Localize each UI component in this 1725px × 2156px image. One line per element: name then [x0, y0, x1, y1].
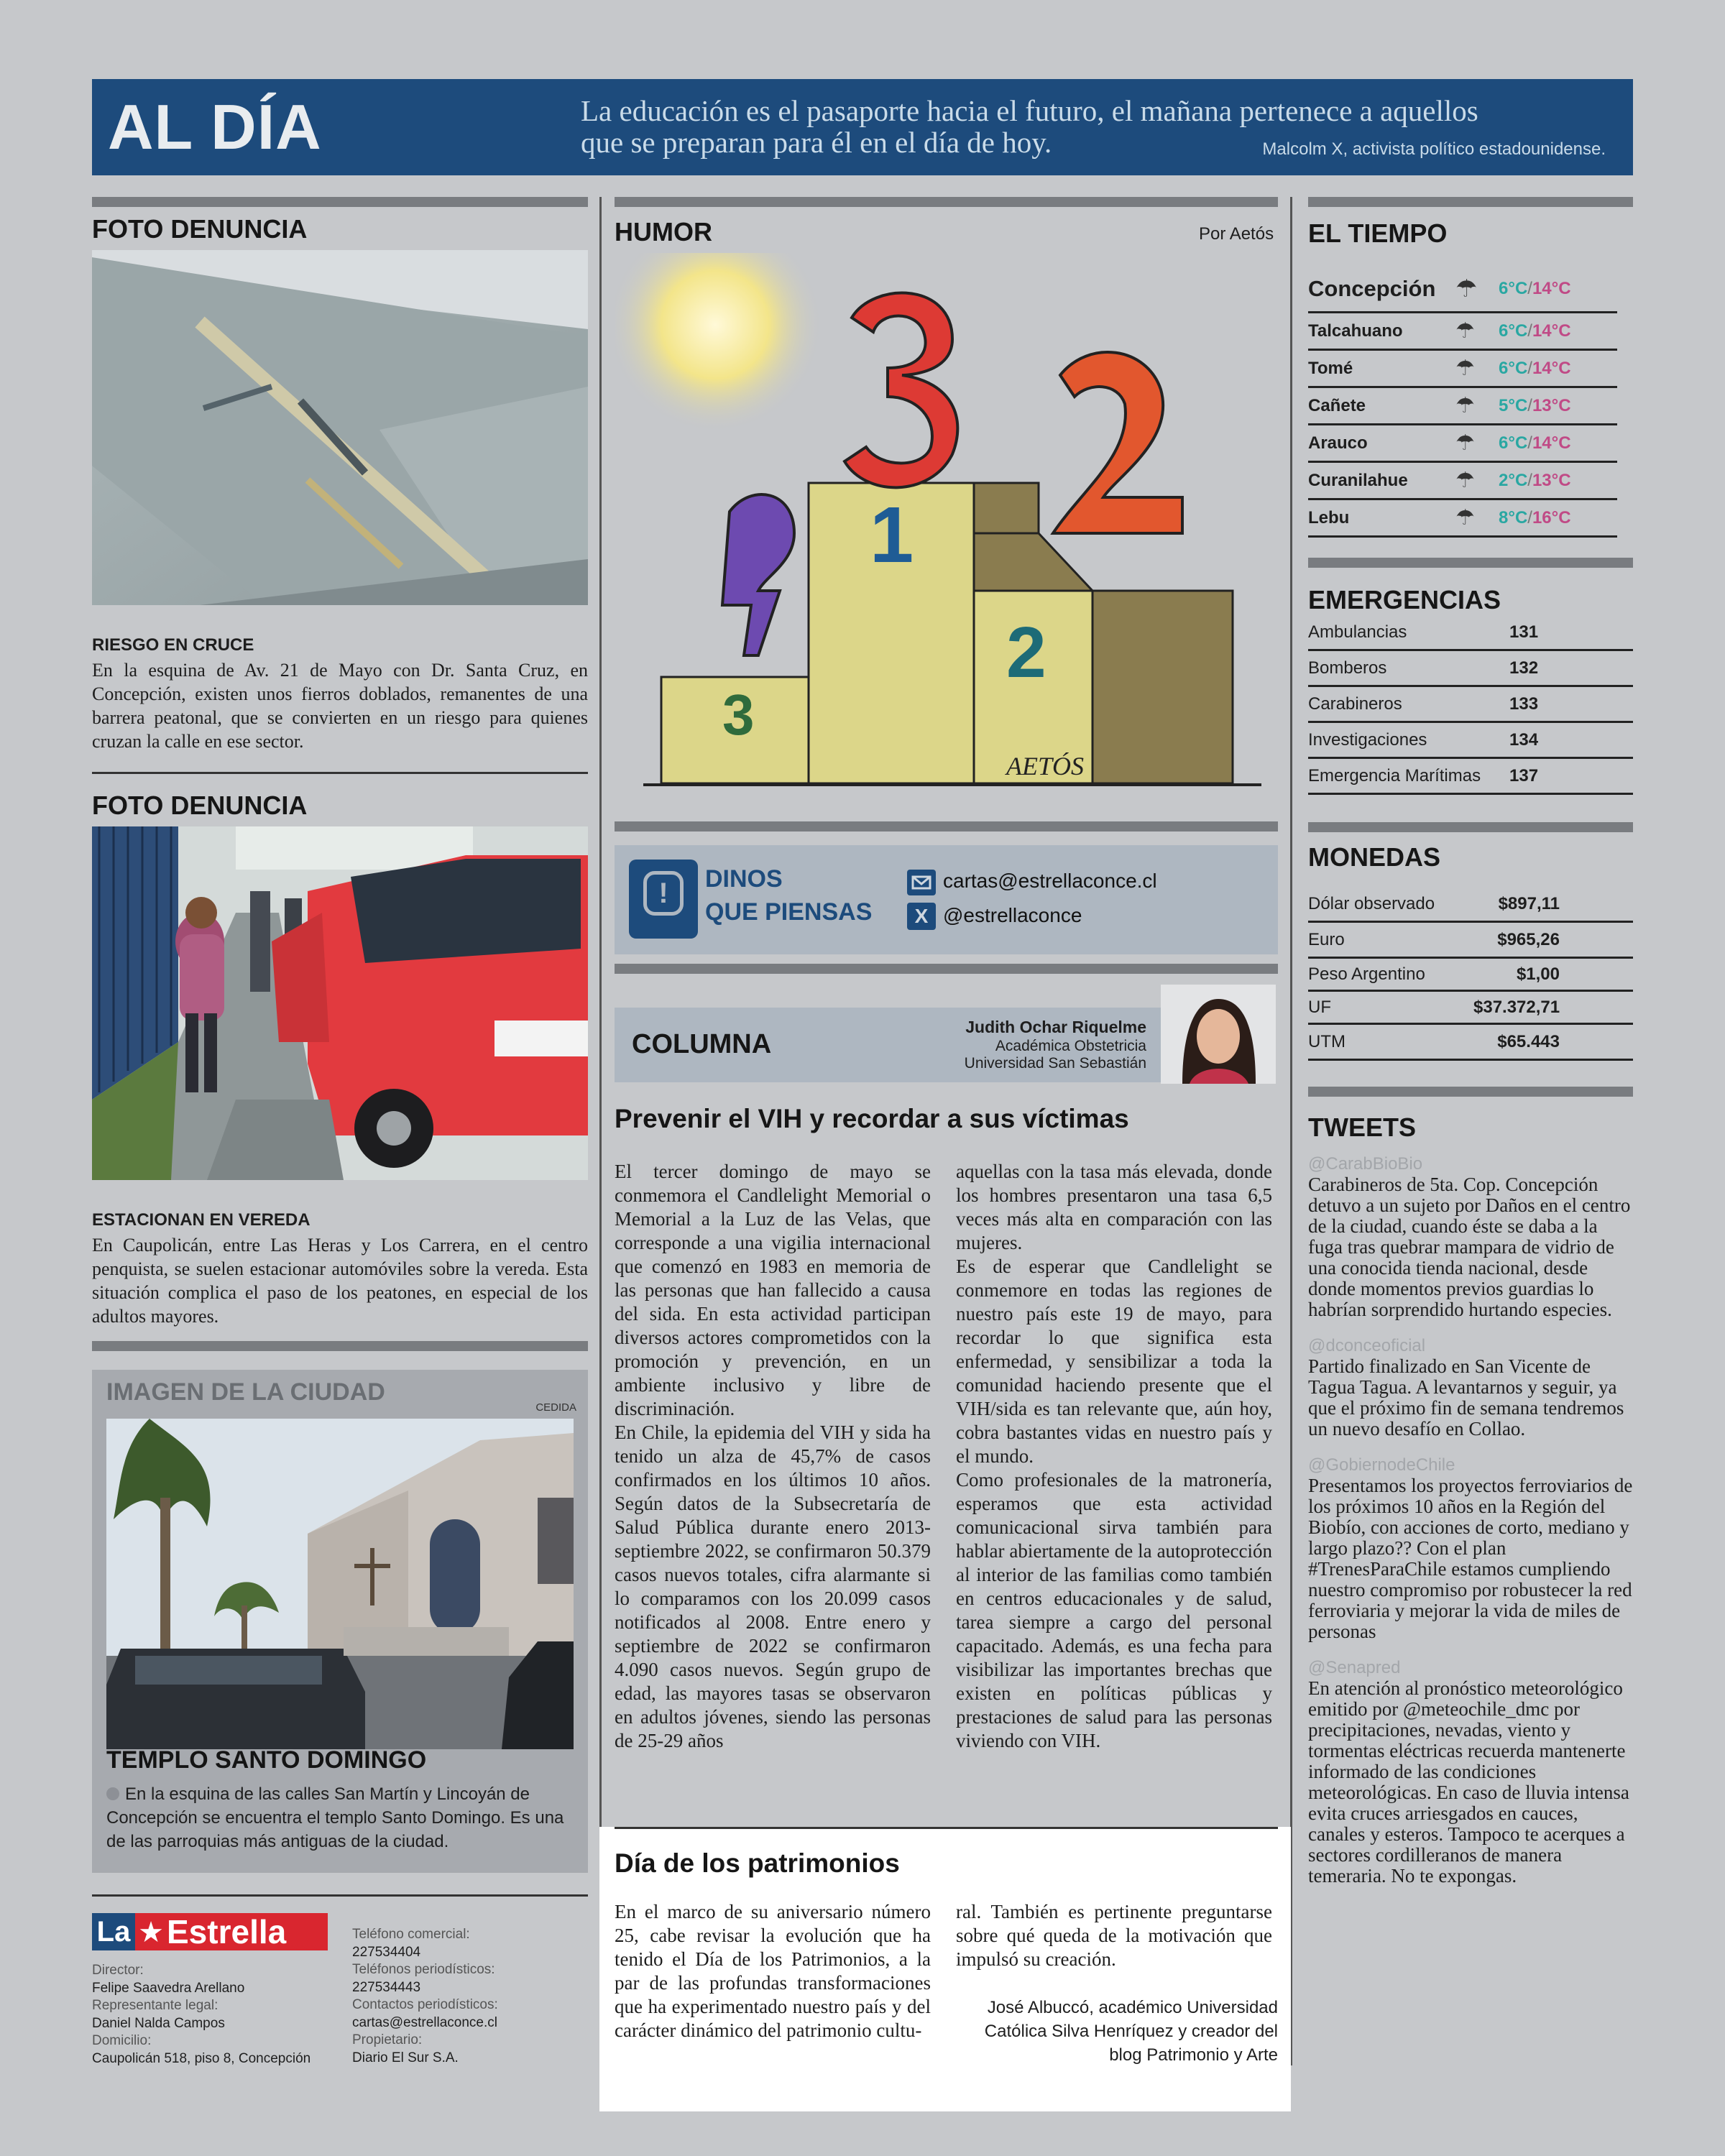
weather-title: EL TIEMPO — [1308, 218, 1448, 248]
temp-sep: / — [1527, 358, 1532, 378]
photo-credit: CEDIDA — [535, 1401, 576, 1414]
city-name: Talcahuano — [1308, 321, 1403, 341]
emergency-number: 134 — [1509, 729, 1539, 750]
currency-row — [1308, 992, 1633, 1025]
emergency-name: Emergencia Marítimas — [1308, 765, 1481, 786]
tweet-text: Partido finalizado en San Vicente de Tagua Tagua. A levantarnos y seguir, ya que el próximo fin de semana tendremos un nuevo desafío en Collao. — [1308, 1355, 1624, 1439]
cartoon-signature: AETÓS — [1006, 752, 1084, 780]
temp-sep: / — [1527, 278, 1532, 298]
currency-value: $897,11 — [1498, 893, 1560, 913]
temp-high: 14°C — [1532, 358, 1571, 378]
star-icon: ★ — [138, 1915, 164, 1948]
weather-row — [1308, 388, 1617, 425]
currency-name: UTM — [1308, 1031, 1346, 1051]
divider-bar — [615, 197, 1278, 207]
templo-text: En la esquina de las calles San Martín y Lincoyán de Concepción se encuentra el templo Santo Domingo. Es una de las parroquias más antiguas de la ciudad. — [106, 1784, 564, 1851]
cartoon-podium — [615, 253, 1278, 793]
rain-cloud-icon: ☂ — [1455, 394, 1475, 418]
weather-row — [1308, 351, 1617, 388]
rule — [92, 1894, 588, 1897]
temp-high: 13°C — [1532, 470, 1571, 490]
tweets-title: TWEETS — [1308, 1112, 1416, 1142]
temp-sep: / — [1527, 470, 1532, 490]
columna-role-1: Académica Obstetricia — [995, 1038, 1146, 1054]
currency-row — [1308, 1025, 1633, 1061]
director-label: Director: — [92, 1963, 144, 1978]
columna-col-1: El tercer domingo de mayo se conmemora el Candlelight Memorial o Memorial a la Luz de las Velas, que corresponde a una vigilia internacional que comenzó en 1983 en memoria de las personas que han fallecido a causa del sida. En esta actividad participan diversos actores comprometidos con la promoción y prevención, en un ambiente inclusivo y libre de discriminación. En Chile, la epidemia del VIH y sida ha tenido un alza de 45,7% de casos confirmados en los últimos 10 años. Según datos de la Subsecretaría de Salud Pública durante enero 2013- septiembre 2022, se confirmaron 50.379 casos nuevos totales, cifra alarmante si lo comparamos con los 20.099 casos notificados al 2008. Entre enero y septiembre de 2022 se confirmaron 4.090 casos nuevos. Según grupo de edad, las mayores tasas se observaron en adultos jóvenes, siendo las personas de 25-29 años — [615, 1161, 931, 1751]
rain-cloud-icon: ☂ — [1455, 506, 1475, 530]
emergency-name: Carabineros — [1308, 694, 1402, 714]
city-name: Tomé — [1308, 358, 1353, 378]
foto-denuncia-1-title: FOTO DENUNCIA — [92, 214, 308, 244]
rule — [92, 772, 588, 774]
header-banner — [92, 79, 1633, 175]
rain-cloud-icon: ☂ — [1455, 431, 1475, 455]
dinos-line-2: QUE PIENSAS — [705, 898, 873, 926]
tweet-text: En atención al pronóstico meteorológico emitido por @meteochile_dmc por precipitaciones, nevadas, viento y tormentas eléctricas recuerda mantenerte informado de las condiciones meteorológicas. En caso de lluvia intensa evita cruces arriesgados en cauces, canales y esteros. Tampoco te acerques a sectores cordilleranos de manera temeraria. No te expongas. — [1308, 1677, 1629, 1886]
weather-row — [1308, 313, 1617, 351]
masthead-right — [352, 1926, 498, 2067]
emergency-row — [1308, 723, 1633, 759]
tel-per-label: Teléfonos periodísticos: — [352, 1962, 495, 1977]
weather-row — [1308, 266, 1617, 313]
patrimonio-col-1: En el marco de su aniversario número 25, cabe revisar la evolución que ha tenido el Día de los Patrimonios, a la par de las profundas transformaciones que ha experimentado nuestro país y del carácter dinámico del patrimonio cultu- — [615, 1901, 931, 2041]
temp-low: 6°C — [1499, 358, 1528, 378]
photo-crossing — [92, 250, 588, 605]
riesgo-text: En la esquina de Av. 21 de Mayo con Dr. Santa Cruz, en Concepción, existen unos fierros doblados, remanentes de una barrera peatonal, que se convierten en un riesgo para quienes cruzan la calle en ese sector. — [92, 660, 588, 752]
podium-number-3: 3 — [722, 683, 755, 747]
temp-low: 2°C — [1499, 470, 1528, 490]
owner: Diario El Sur S.A. — [352, 2050, 459, 2065]
columna-col-2: aquellas con la tasa más elevada, donde los hombres presentaron una tasa 6,5 veces más alta en comparación con las mujeres. Es de esperar que Candlelight se conmemore en todas las regiones de nuestro país este 19 de mayo, para recordar lo que significa esta enfermedad, y sensibilizar a toda la comunidad haciendo presente que el VIH/sida es tan relevante que, aún hoy, cobra bastantes vidas en nuestro país y el mundo. Como profesionales de la matronería, esperamos que esta actividad comunicacional sirva también para hablar abiertamente de la autoprotección al interior de las familias como también en centros educacionales y de salud, tarea siempre a cargo del personal capacitado. Además, es una fecha para visibilizar las importantes brechas que existen en políticas públicas y prestaciones de salud para las personas viviendo con VIH. — [956, 1161, 1272, 1751]
temp-high: 14°C — [1532, 433, 1571, 453]
divider-bar — [615, 821, 1278, 831]
temp-low: 6°C — [1499, 321, 1528, 341]
riesgo-title: RIESGO EN CRUCE — [92, 635, 254, 655]
templo-title: TEMPLO SANTO DOMINGO — [106, 1746, 427, 1774]
divider-bar — [1308, 558, 1633, 568]
currency-value: $37.372,71 — [1473, 997, 1560, 1017]
estacionan-text: En Caupolicán, entre Las Heras y Los Carrera, en el centro penquista, se suelen estacionar automóviles sobre la vereda. Esta situación complica el paso de los peatones, en especial de los adultos mayores. — [92, 1235, 588, 1327]
director: Felipe Saavedra Arellano — [92, 1980, 245, 1996]
temp-low: 6°C — [1499, 433, 1528, 453]
masthead-left — [92, 1962, 310, 2068]
temp-sep: / — [1527, 507, 1532, 528]
city-name: Curanilahue — [1308, 470, 1408, 490]
quote-attribution: Malcolm X, activista político estadounidense. — [1262, 139, 1606, 159]
emergency-number: 137 — [1509, 765, 1539, 786]
foto-denuncia-2-title: FOTO DENUNCIA — [92, 791, 308, 820]
x-icon: X — [907, 903, 936, 930]
temp-sep: / — [1527, 395, 1532, 415]
emergencias-title: EMERGENCIAS — [1308, 585, 1501, 614]
owner-label: Propietario: — [352, 2032, 423, 2047]
divider-bar — [1308, 197, 1633, 207]
logo — [92, 1913, 328, 1950]
humor-byline: Por Aetós — [1199, 224, 1274, 244]
rain-cloud-icon: ☂ — [1455, 275, 1478, 303]
quote-line-2: que se preparan para él en el día de hoy. — [581, 126, 1052, 159]
tel-com-label: Teléfono comercial: — [352, 1927, 470, 1942]
podium-number-1: 1 — [870, 491, 914, 579]
currency-row — [1308, 959, 1633, 992]
emergency-row — [1308, 651, 1633, 687]
emergency-name: Investigaciones — [1308, 729, 1427, 750]
chat-alert-icon: ! — [629, 860, 698, 939]
tweet-handle[interactable]: @CarabBioBio — [1308, 1154, 1423, 1174]
columna-headline: Prevenir el VIH y recordar a sus víctimas — [615, 1104, 1129, 1133]
contact-label: Contactos periodísticos: — [352, 1997, 498, 2012]
temp-high: 13°C — [1532, 395, 1571, 415]
tel-com: 227534404 — [352, 1944, 421, 1960]
rain-cloud-icon: ☂ — [1455, 469, 1475, 492]
column-separator — [599, 197, 602, 1828]
mail-icon — [907, 870, 936, 895]
columna-header — [615, 1008, 1161, 1082]
city-name: Arauco — [1308, 433, 1368, 453]
patrimonio-signature-1: José Albuccó, académico Universidad — [987, 1998, 1278, 2017]
dinos-line-1: DINOS — [705, 865, 783, 893]
divider-bar — [92, 197, 588, 207]
currency-value: $1,00 — [1516, 964, 1560, 984]
tweet-text: Carabineros de 5ta. Cop. Concepción detuvo a un sujeto por Daños en el centro de la ciudad, cuando éste se daba a la fuga tras quebrar mampara de vidrio de una conocida tienda nacional, desde donde momentos previos guardias lo habrían sorprendido hurtando especies. — [1308, 1174, 1631, 1320]
rep: Daniel Nalda Campos — [92, 2015, 225, 2031]
currency-row — [1308, 887, 1633, 923]
weather-row — [1308, 500, 1617, 538]
photo-church — [106, 1419, 574, 1749]
divider-bar — [1308, 822, 1633, 832]
tweets-list — [1308, 1154, 1633, 1902]
imagen-ciudad-panel — [92, 1370, 588, 1873]
photo-sidewalk — [92, 826, 588, 1180]
estacionan-title: ESTACIONAN EN VEREDA — [92, 1210, 310, 1230]
dinos-handle[interactable]: @estrellaconce — [943, 904, 1082, 926]
temp-high: 14°C — [1532, 278, 1571, 298]
emergency-row — [1308, 615, 1633, 651]
weather-row — [1308, 425, 1617, 463]
temp-sep: / — [1527, 321, 1532, 341]
currency-name: Peso Argentino — [1308, 964, 1425, 984]
weather-row — [1308, 463, 1617, 500]
logo-la: La — [92, 1913, 135, 1950]
currency-name: UF — [1308, 997, 1331, 1017]
emergency-row — [1308, 687, 1633, 723]
temp-low: 5°C — [1499, 395, 1528, 415]
currency-row — [1308, 923, 1633, 959]
tweet-handle[interactable]: @dconceoficial — [1308, 1336, 1426, 1355]
monedas-title: MONEDAS — [1308, 842, 1441, 872]
rep-label: Representante legal: — [92, 1998, 218, 2013]
temp-low: 8°C — [1499, 507, 1528, 528]
dinos-box — [615, 845, 1278, 954]
patrimonio-col-2: ral. También es pertinente preguntarse sobre qué queda de la motivación que impulsó su creación. — [956, 1901, 1272, 1970]
city-name: Concepción — [1308, 275, 1436, 301]
logo-estrella: Estrella — [167, 1913, 287, 1950]
emergency-name: Ambulancias — [1308, 622, 1407, 642]
tweet-text: Presentamos los proyectos ferroviarios de los próximos 10 años en la Región del Biobío, con acciones de corto, mediano y largo plazo?? Con el plan #TrenesParaChile estamos cumpliendo nuestro compromiso por robustecer la red ferroviaria y mejorar la vida de miles de personas — [1308, 1475, 1633, 1642]
columna-label: COLUMNA — [632, 1029, 772, 1059]
dom: Caupolicán 518, piso 8, Concepción — [92, 2050, 311, 2066]
tweet-handle[interactable]: @GobiernodeChile — [1308, 1455, 1455, 1475]
divider-bar — [92, 1341, 588, 1351]
emergency-name: Bomberos — [1308, 658, 1387, 678]
currency-name: Dólar observado — [1308, 893, 1435, 913]
emergency-row — [1308, 759, 1633, 795]
rain-cloud-icon: ☂ — [1455, 356, 1475, 380]
columna-role-2: Universidad San Sebastián — [964, 1055, 1146, 1072]
author-photo — [1161, 985, 1276, 1084]
humor-title: HUMOR — [615, 217, 712, 247]
contact: cartas@estrellaconce.cl — [352, 2014, 497, 2030]
currency-value: $65.443 — [1497, 1031, 1560, 1051]
quote-line-1: La educación es el pasaporte hacia el futuro, el mañana pertenece a aquellos — [581, 94, 1478, 127]
column-separator — [1290, 197, 1292, 2065]
dom-label: Domicilio: — [92, 2033, 152, 2048]
currency-value: $965,26 — [1497, 929, 1560, 949]
patrimonio-headline: Día de los patrimonios — [615, 1848, 900, 1878]
podium-number-2: 2 — [1006, 612, 1046, 693]
currency-name: Euro — [1308, 929, 1345, 949]
patrimonio-signature-2: Católica Silva Henríquez y creador del — [984, 2022, 1278, 2041]
patrimonio-box — [599, 1827, 1291, 2111]
dinos-email[interactable]: cartas@estrellaconce.cl — [943, 870, 1157, 892]
tel-per: 227534443 — [352, 1979, 421, 1995]
emergency-number: 133 — [1509, 694, 1539, 714]
temp-sep: / — [1527, 433, 1532, 453]
temp-high: 14°C — [1532, 321, 1571, 341]
columna-author: Judith Ochar Riquelme — [965, 1018, 1146, 1036]
temp-low: 6°C — [1499, 278, 1528, 298]
imagen-ciudad-title: IMAGEN DE LA CIUDAD — [106, 1378, 385, 1406]
emergency-number: 132 — [1509, 658, 1539, 678]
patrimonio-signature-3: blog Patrimonio y Arte — [1109, 2045, 1278, 2065]
city-name: Lebu — [1308, 507, 1350, 528]
tweet-handle[interactable]: @Senapred — [1308, 1658, 1401, 1677]
rain-cloud-icon: ☂ — [1455, 319, 1475, 343]
rule — [615, 1827, 1278, 1829]
emergency-number: 131 — [1509, 622, 1539, 642]
temp-high: 16°C — [1532, 507, 1571, 528]
divider-bar — [615, 964, 1278, 974]
section-title: AL DÍA — [108, 91, 322, 162]
city-name: Cañete — [1308, 395, 1366, 415]
divider-bar — [1308, 1087, 1633, 1097]
